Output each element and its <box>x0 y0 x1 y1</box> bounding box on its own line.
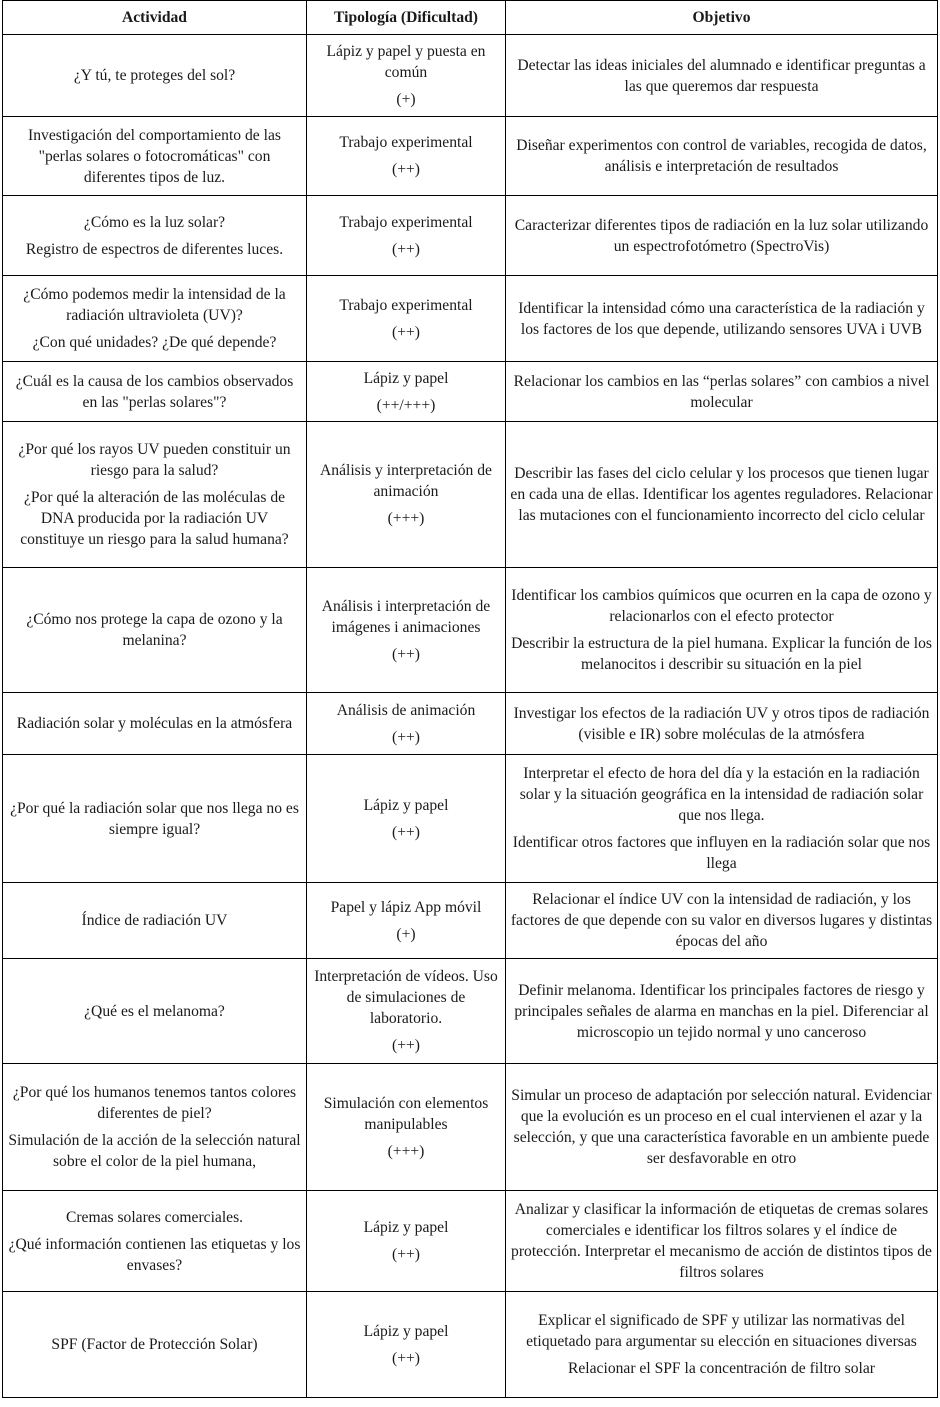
activity-cell <box>3 755 307 883</box>
table-row <box>3 568 938 693</box>
objective-text: Identificar la intensidad cómo una característica de la radiación y los factores de los que depende, utilizando sensores UVA i UVB <box>518 299 925 338</box>
difficulty-level: (+) <box>396 925 416 943</box>
objective-text: Identificar otros factores que influyen en la radiación solar que nos llega <box>512 834 931 872</box>
objective-text: Describir la estructura de la piel humana. Explicar la función de los melanocitos i describir su situación en la piel <box>511 635 932 673</box>
objective-cell <box>506 1064 938 1191</box>
objective-text: Interpretar el efecto de hora del día y la estación en la radiación solar y la situación geográfica en la intensidad de radiación solar que nos llega. <box>519 765 924 824</box>
type-text: Simulación con elementos manipulables <box>323 1094 489 1133</box>
type-text: Trabajo experimental <box>339 134 473 151</box>
type-text: Lápiz y papel <box>363 369 449 387</box>
difficulty-level: (+) <box>396 91 416 108</box>
activity-text: ¿Por qué la alteración de las moléculas de DNA producida por la radiación UV constituye un riesgo para la salud humana? <box>20 489 289 548</box>
difficulty-level: (++) <box>392 240 420 258</box>
type-text: Trabajo experimental <box>339 213 473 231</box>
activity-cell <box>3 1191 307 1292</box>
activity-cell <box>3 422 307 568</box>
header-objective: Objetivo <box>506 1 938 35</box>
table-row <box>3 362 938 422</box>
table-row <box>3 959 938 1064</box>
type-cell <box>307 1064 506 1191</box>
objective-cell <box>506 883 938 959</box>
activity-text: ¿Con qué unidades? ¿De qué depende? <box>32 334 277 351</box>
table-row <box>3 196 938 276</box>
activity-text: ¿Cómo nos protege la capa de ozono y la melanina? <box>26 611 283 649</box>
activity-text: ¿Por qué los humanos tenemos tantos colores diferentes de piel? <box>12 1084 297 1122</box>
difficulty-level: (++) <box>392 1246 420 1263</box>
objective-cell <box>506 693 938 755</box>
objective-text: Caracterizar diferentes tipos de radiación en la luz solar utilizando un espectrofotómetro (SpectroVis) <box>514 216 929 255</box>
difficulty-level: (++) <box>392 161 420 178</box>
type-cell <box>307 883 506 959</box>
activity-text: Radiación solar y moléculas en la atmósfera <box>16 715 293 732</box>
objective-cell <box>506 568 938 693</box>
objective-cell <box>506 755 938 883</box>
table-row <box>3 35 938 117</box>
activity-cell <box>3 883 307 959</box>
type-cell <box>307 693 506 755</box>
table-row <box>3 117 938 196</box>
type-cell <box>307 1191 506 1292</box>
objective-text: Identificar los cambios químicos que ocurren en la capa de ozono y relacionarlos con el efecto protector <box>511 587 932 625</box>
activity-text: ¿Qué información contienen las etiquetas y los envases? <box>8 1235 301 1274</box>
objective-text: Relacionar los cambios en las “perlas solares” con cambios a nivel molecular <box>513 372 930 411</box>
activity-cell <box>3 117 307 196</box>
activity-text: Investigación del comportamiento de las "perlas solares o fotocromáticas" con diferentes tipos de luz. <box>28 126 281 186</box>
difficulty-level: (++/+++) <box>376 396 436 414</box>
table-row <box>3 1191 938 1292</box>
objective-text: Diseñar experimentos con control de variables, recogida de datos, análisis e interpretación de resultados <box>516 137 927 175</box>
activity-text: ¿Qué es el melanoma? <box>84 1002 225 1020</box>
activity-text: SPF (Factor de Protección Solar) <box>51 1336 258 1353</box>
objective-cell <box>506 276 938 362</box>
type-cell <box>307 276 506 362</box>
activity-cell <box>3 362 307 422</box>
activity-text: Simulación de la acción de la selección natural sobre el color de la piel humana, <box>8 1132 301 1170</box>
objective-cell <box>506 422 938 568</box>
difficulty-level: (++) <box>392 323 420 341</box>
objective-text: Detectar las ideas iniciales del alumnado e identificar preguntas a las que queremos dar respuesta <box>517 56 926 95</box>
objective-text: Describir las fases del ciclo celular y los procesos que tienen lugar en cada una de ellas. Identificar los agentes reguladores. Relacionar las mutaciones con el funcionamiento incorrecto del ciclo celular <box>510 465 933 524</box>
type-cell <box>307 35 506 117</box>
activity-cell <box>3 568 307 693</box>
table-row <box>3 1064 938 1191</box>
table-row <box>3 422 938 568</box>
activity-text: ¿Y tú, te proteges del sol? <box>73 67 236 84</box>
type-text: Papel y lápiz App móvil <box>330 898 482 916</box>
type-cell <box>307 117 506 196</box>
objective-text: Relacionar el índice UV con la intensidad de radiación, y los factores de que depende con su valor en diversos lugares y distintas épocas del año <box>510 891 933 950</box>
activity-cell <box>3 196 307 276</box>
activity-text: ¿Cuál es la causa de los cambios observados en las "perlas solares"? <box>15 372 294 411</box>
objective-cell <box>506 1292 938 1398</box>
activity-cell <box>3 1292 307 1398</box>
type-text: Lápiz y papel <box>363 796 449 814</box>
objective-text: Explicar el significado de SPF y utilizar las normativas del etiquetado para argumentar su elección en situaciones diversas <box>526 1312 917 1350</box>
activity-cell <box>3 693 307 755</box>
difficulty-level: (++) <box>392 645 420 663</box>
objective-cell <box>506 196 938 276</box>
activity-text: Cremas solares comerciales. <box>65 1208 244 1226</box>
activity-cell <box>3 276 307 362</box>
type-text: Análisis i interpretación de imágenes i animaciones <box>321 597 491 636</box>
table-row <box>3 276 938 362</box>
activity-text: ¿Cómo es la luz solar? <box>83 213 226 231</box>
objective-text: Analizar y clasificar la información de etiquetas de cremas solares comerciales e identificar los filtros solares y el índice de protección. Interpretar el mecanismo de acción de distintos tipos de filtros solares <box>511 1201 932 1281</box>
difficulty-level: (++) <box>392 1349 420 1367</box>
header-type: Tipología (Dificultad) <box>307 1 506 35</box>
activity-cell <box>3 35 307 117</box>
table-row <box>3 883 938 959</box>
activity-text: ¿Por qué los rayos UV pueden constituir un riesgo para la salud? <box>18 441 291 479</box>
type-cell <box>307 422 506 568</box>
objective-text: Simular un proceso de adaptación por selección natural. Evidenciar que la evolución es un proceso en el cual intervienen el azar y la selección, y que una característica favorable en un ambiente puede ser desfavorable en otro <box>511 1087 932 1167</box>
type-text: Análisis de animación <box>336 701 476 719</box>
activity-text: ¿Cómo podemos medir la intensidad de la radiación ultravioleta (UV)? <box>23 286 286 324</box>
type-cell <box>307 959 506 1064</box>
type-text: Trabajo experimental <box>339 296 473 314</box>
objective-text: Definir melanoma. Identificar los principales factores de riesgo y principales señales de alarma en manchas en la piel. Diferenciar al microscopio un tejido normal y uno canceroso <box>514 981 929 1041</box>
activity-text: Índice de radiación UV <box>81 912 228 929</box>
difficulty-level: (++) <box>392 728 420 746</box>
objective-cell <box>506 959 938 1064</box>
objective-text: Relacionar el SPF la concentración de filtro solar <box>567 1360 875 1377</box>
objective-cell <box>506 362 938 422</box>
objective-cell <box>506 1191 938 1292</box>
activity-text: Registro de espectros de diferentes luces. <box>25 240 284 258</box>
type-text: Lápiz y papel y puesta en común <box>326 43 486 81</box>
type-text: Lápiz y papel <box>363 1322 449 1340</box>
activity-cell <box>3 959 307 1064</box>
type-cell <box>307 755 506 883</box>
objective-text: Investigar los efectos de la radiación UV y otros tipos de radiación (visible e IR) sobre moléculas de la atmósfera <box>513 704 930 743</box>
type-cell <box>307 1292 506 1398</box>
difficulty-level: (++) <box>392 1037 420 1054</box>
difficulty-level: (++) <box>392 823 420 841</box>
header-row <box>3 1 938 35</box>
table-row <box>3 755 938 883</box>
type-cell <box>307 568 506 693</box>
objective-cell <box>506 117 938 196</box>
table-row <box>3 693 938 755</box>
difficulty-level: (+++) <box>387 1142 425 1160</box>
activity-cell <box>3 1064 307 1191</box>
type-text: Análisis y interpretación de animación <box>320 462 492 500</box>
type-text: Interpretación de vídeos. Uso de simulaciones de laboratorio. <box>314 968 498 1027</box>
activity-text: ¿Por qué la radiación solar que nos llega no es siempre igual? <box>10 799 299 838</box>
difficulty-level: (+++) <box>387 510 425 527</box>
table-row <box>3 1292 938 1398</box>
activities-table <box>2 0 938 1398</box>
objective-cell <box>506 35 938 117</box>
header-activity: Actividad <box>3 1 307 35</box>
type-text: Lápiz y papel <box>363 1219 449 1236</box>
type-cell <box>307 196 506 276</box>
type-cell <box>307 362 506 422</box>
